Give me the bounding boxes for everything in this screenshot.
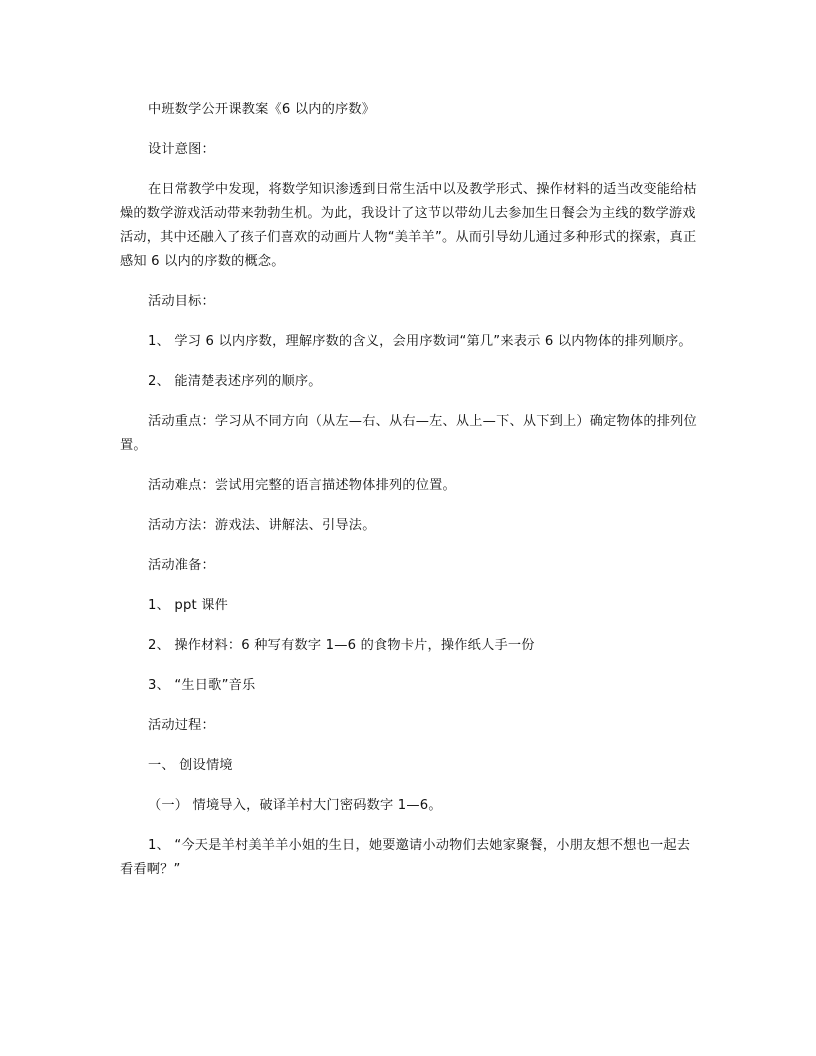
preparation-item-3: 3、 “生日歌”音乐	[148, 678, 256, 693]
process-step-1-1: （一） 情境导入，破译羊村大门密码数字 1—6。	[148, 798, 442, 813]
preparation-item-1: 1、 ppt 课件	[148, 598, 229, 613]
process-step-1-1-1: 1、 “今天是羊村美羊羊小姐的生日，她要邀请小动物们去她家聚餐，小朋友想不想也一起去看看啊？”	[120, 838, 691, 877]
process-heading: 活动过程：	[148, 718, 215, 733]
preparation-heading: 活动准备：	[148, 558, 215, 573]
document-title: 中班数学公开课教案《6 以内的序数》	[148, 102, 376, 117]
design-intent-heading: 设计意图：	[148, 142, 215, 157]
difficulty-paragraph: 活动难点：尝试用完整的语言描述物体排列的位置。	[148, 478, 456, 493]
goals-heading: 活动目标：	[148, 294, 215, 309]
process-step-1: 一、 创设情境	[148, 758, 233, 773]
preparation-item-2: 2、 操作材料：6 种写有数字 1—6 的食物卡片，操作纸人手一份	[148, 638, 535, 653]
design-intent-paragraph: 在日常教学中发现，将数学知识渗透到日常生活中以及教学形式、操作材料的适当改变能给枯燥的数学游戏活动带来勃勃生机。为此，我设计了这节以带幼儿去参加生日餐会为主线的数学游戏活动，其中还融入了孩子们喜欢的动画片人物“美羊羊”。从而引导幼儿通过多种形式的探索，真正感知 6 以内的序数的概念。	[120, 182, 697, 269]
key-point-paragraph: 活动重点：学习从不同方向（从左—右、从右—左、从上—下、从下到上）确定物体的排列位置。	[120, 414, 697, 453]
document-body	[120, 98, 698, 898]
methods-paragraph: 活动方法：游戏法、讲解法、引导法。	[148, 518, 376, 533]
goal-item-1: 1、 学习 6 以内序数，理解序数的含义，会用序数词“第几”来表示 6 以内物体的排列顺序。	[148, 334, 692, 349]
goal-item-2: 2、 能清楚表述序列的顺序。	[148, 374, 322, 389]
